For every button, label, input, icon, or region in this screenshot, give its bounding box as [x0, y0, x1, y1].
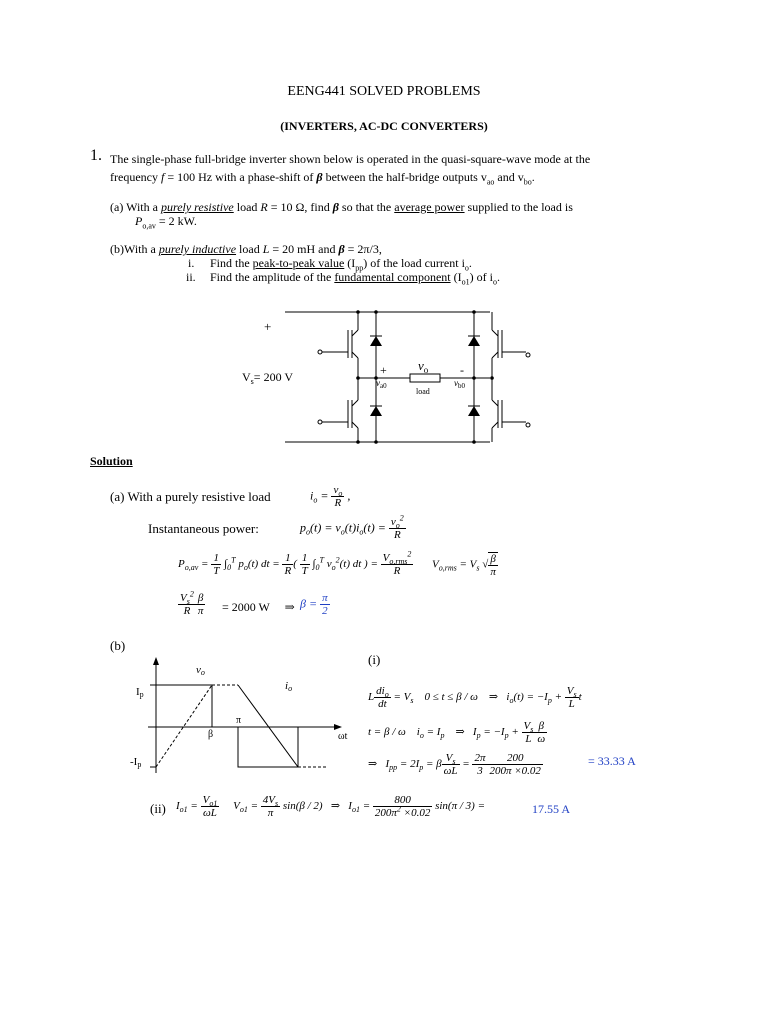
instantaneous-power-equation: $p_o(t) = v_o(t)i_o(t)$ = $\frac{v_o^2}{R}$	[300, 513, 404, 541]
page-subtitle: (INVERTERS, AC-DC CONVERTERS)	[280, 119, 488, 133]
part-b-text: = 2π/3,	[344, 242, 382, 256]
solution-b-i-label: (i)	[368, 652, 381, 667]
wire	[492, 330, 498, 336]
sub-i-number: i.	[188, 256, 195, 270]
node	[472, 440, 476, 444]
solution-b-label: (b)	[110, 638, 126, 653]
load-label: load	[416, 387, 430, 396]
waveform-graph	[128, 655, 358, 780]
problem-number: 1.	[90, 147, 102, 164]
sub-ii-text: .	[496, 270, 500, 284]
intro-text: .	[531, 170, 535, 184]
graph-io-label: io	[285, 680, 293, 693]
r-symbol: R	[260, 200, 268, 214]
peak-to-peak-text: peak-to-peak value	[252, 256, 345, 270]
subscript: o1	[461, 277, 470, 287]
graph-vo-label: vo	[196, 664, 205, 677]
beta-symbol: β	[316, 170, 323, 184]
vo-positive-pulse	[156, 685, 212, 727]
va0-label: $v_{a0}$	[376, 378, 387, 390]
wire	[492, 352, 498, 358]
node	[374, 440, 378, 444]
io-rising-ramp	[156, 685, 212, 767]
wire	[352, 422, 358, 428]
diode-d2	[370, 406, 382, 416]
graph-pi-label: π	[236, 715, 242, 726]
load-resistor	[410, 374, 440, 382]
implies-arrow: ⇒	[284, 600, 295, 614]
subscript: o,av	[142, 221, 156, 231]
vb0-label: $v_{b0}$	[454, 378, 465, 390]
part-b-text: = 20 mH and	[269, 242, 339, 256]
subscript: o	[492, 277, 497, 287]
ipp-equation: ⇒ $I_{pp} = 2I_p = \beta$ $\frac{V_s}{\omega L}$ = $\frac{2\pi}{3}$ $\frac{200}{200\pi \times 0.02}$	[368, 752, 541, 777]
subscript: ao	[486, 177, 495, 187]
part-b-text: load	[236, 242, 263, 256]
part-a-text: supplied to the load is	[464, 200, 573, 214]
average-power-text: average power	[394, 200, 465, 214]
inverter-circuit-diagram	[230, 300, 560, 450]
part-a-text: load	[233, 200, 261, 214]
p-symbol: P	[135, 214, 143, 228]
sub-ii-text: Find the amplitude of the	[210, 270, 335, 284]
wire	[352, 400, 358, 406]
subscript: bo	[523, 177, 532, 187]
ip-equation: t = β / ω $i_o = I_p$ ⇒ $I_p = -I_p$ + $\frac{V_s}{L}$ $\frac{\beta}{\omega}$	[368, 720, 546, 745]
node	[472, 310, 476, 314]
wire	[492, 422, 498, 428]
vo-plus-label: +	[380, 363, 387, 377]
result-a	[222, 598, 295, 616]
solution-heading: Solution	[90, 454, 133, 468]
vs-label: $V_s= 200$ V	[242, 370, 294, 386]
intro-text: = 100 Hz with a phase-shift of	[164, 170, 317, 184]
intro-text: between the half-bridge outputs v	[322, 170, 487, 184]
subscript: pp	[355, 263, 364, 273]
gate-terminal	[526, 423, 530, 427]
axis-arrow-up-icon	[153, 657, 159, 665]
graph-wt-label: ωt	[338, 731, 348, 742]
vs2-beta-eq: $\frac{V_s^2}{R}$ $\frac{\beta}{\pi}$	[180, 589, 204, 617]
sub-i-text: ) of the load current i	[363, 256, 465, 270]
freq-symbol: f	[160, 170, 165, 184]
diode-d4	[468, 406, 480, 416]
sub-ii-text: (I	[450, 270, 462, 284]
vo-minus-label: -	[460, 363, 464, 377]
wire	[352, 352, 358, 358]
intro-line-1: The single-phase full-bridge inverter shown below is operated in the quasi-square-wave mode at the	[110, 152, 591, 166]
io1-result: 17.55 A	[532, 802, 571, 816]
gate-terminal	[526, 353, 530, 357]
average-power-equation: $P_{o,av}$ = $\frac{1}{T}$ $\int_0^T$ $p_o(t)$ dt = $\frac{1}{R}$ ( $\frac{1}{T}$ $\int_0^T$ $v_o^2(t)$ dt ) = $\frac{V_{o,rms}^2}{R}$	[178, 549, 412, 577]
graph-minus-ip-label: -Ip	[130, 756, 142, 769]
node	[490, 376, 494, 380]
vs-plus-label: +	[264, 319, 272, 334]
fundamental-component-text: fundamental component	[334, 270, 451, 284]
part-a-text: = 2 kW.	[155, 214, 197, 228]
sub-i-text: .	[468, 256, 472, 270]
vo-negative-pulse	[238, 727, 298, 767]
graph-beta-label: β	[208, 729, 214, 740]
node	[374, 310, 378, 314]
part-b-label: (b)	[110, 242, 124, 256]
solution-b-ii-label: (ii)	[150, 801, 166, 816]
intro-text: and v	[494, 170, 524, 184]
sub-ii	[210, 268, 500, 286]
intro-line-2	[110, 168, 680, 186]
diode-d1	[370, 336, 382, 346]
beta-equals: β =	[300, 596, 321, 611]
part-a-text: so that the	[338, 200, 395, 214]
node	[356, 440, 360, 444]
inductor-equation: L $\frac{di_o}{dt}$ = $V_s$ 0 ≤ t ≤ β / ω ⇒ $i_o(t) = -I_p$ + $\frac{V_s}{L}$ t	[368, 685, 582, 710]
problem-intro	[110, 150, 680, 186]
gate-terminal	[318, 420, 322, 424]
intro-text: frequency	[110, 170, 161, 184]
sub-i-text: (I	[344, 256, 356, 270]
part-a-text: With a	[126, 200, 161, 214]
ipp-result: = 33.33 A	[588, 754, 636, 768]
sub-ii-text: ) of i	[469, 270, 493, 284]
node	[356, 310, 360, 314]
node-b	[472, 376, 476, 380]
axis-arrow-right-icon	[334, 724, 342, 730]
node-a	[356, 376, 360, 380]
sub-i-text: Find the	[210, 256, 253, 270]
sub-ii-number: ii.	[186, 270, 196, 284]
result-a-power: = 2000 W	[222, 600, 270, 614]
beta-symbol: β	[332, 200, 339, 214]
part-b-text: With a	[124, 242, 159, 256]
part-a-label: (a)	[110, 200, 124, 214]
io-falling-ramp	[238, 685, 298, 767]
gate-terminal	[318, 350, 322, 354]
purely-resistive-text: purely resistive	[160, 200, 234, 214]
part-a-line-2	[135, 212, 197, 230]
beta-symbol: β	[338, 242, 345, 256]
io-equals-vo-over-r: $i_o$ = $\frac{v_o}{R}$ ,	[310, 484, 351, 509]
vo-label: $v_o$	[418, 358, 429, 375]
graph-ip-label: Ip	[136, 686, 144, 699]
instantaneous-power-label: Instantaneous power:	[148, 521, 259, 536]
subscript: o	[464, 263, 469, 273]
solution-a-label: (a) With a purely resistive load	[110, 489, 271, 504]
page-title: EENG441 SOLVED PROBLEMS	[287, 84, 481, 99]
l-symbol: L	[262, 242, 270, 256]
part-a-text: = 10 Ω, find	[267, 200, 333, 214]
diode-d3	[468, 336, 480, 346]
result-a-beta: β = $\frac{\pi}{2}$	[300, 592, 328, 617]
io1-equation: $I_{o1}$ = $\frac{V_{o1}}{\omega L}$ $V_{o1}$ = $\frac{4V_s}{\pi}$ sin(β / 2) ⇒ $I_{o1}$ = $\frac{800}{200\pi^2 \times 0.02}$ sin(π / 3) =	[176, 794, 485, 819]
wire	[492, 400, 498, 406]
vo-rms-equation: $V_{o,rms} = V_s$ √ $\frac{\beta}{\pi}$	[432, 553, 496, 578]
wire	[352, 330, 358, 336]
purely-inductive-text: purely inductive	[158, 242, 237, 256]
